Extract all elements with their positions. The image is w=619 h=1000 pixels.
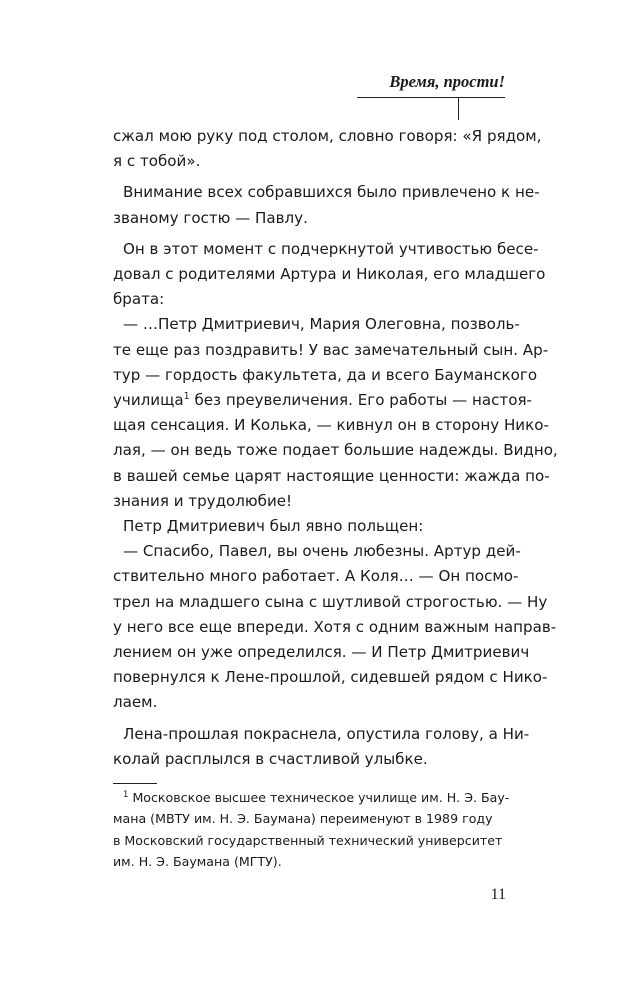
text-line: Внимание всех собравшихся было привлечено к не- <box>123 183 540 202</box>
text-line: сжал мою руку под столом, словно говоря: «Я рядом, <box>113 127 542 145</box>
text-line: колай расплылся в счастливой улыбке. <box>113 749 428 768</box>
running-head: Время, прости! <box>389 72 505 91</box>
text-line: повернулся к Лене-прошлой, сидевшей рядом с Нико- <box>113 668 548 687</box>
footnote-rule <box>113 783 157 784</box>
footnote-marker: 1 <box>123 790 129 800</box>
footnote-reference: 1 <box>183 391 190 403</box>
text-line: у него все еще впереди. Хотя с одним важным направ- <box>113 617 557 636</box>
text-fragment: без преувеличения. Его работы — настоя- <box>194 391 532 410</box>
header-rule <box>357 97 505 98</box>
text-line: Петр Дмитриевич был явно польщен: <box>123 517 424 536</box>
footnote-line: мана (МВТУ им. Н. Э. Баумана) переименуют в 1989 году <box>113 811 493 827</box>
page-number: 11 <box>490 886 506 903</box>
text-fragment: училища <box>113 391 184 410</box>
text-line-with-noteref <box>113 388 532 413</box>
text-line: брата: <box>113 290 165 309</box>
text-line: — …Петр Дмитриевич, Мария Олеговна, позволь- <box>123 315 520 334</box>
text-line: лением он уже определился. — И Петр Дмитриевич <box>113 643 530 662</box>
text-line: Он в этот момент с подчеркнутой учтивостью бесе- <box>123 239 539 258</box>
footnote <box>113 787 510 872</box>
text-line: Лена-прошлая покраснела, опустила голову, а Ни- <box>123 724 530 743</box>
text-line: лаем. <box>113 693 158 712</box>
text-line: тур — гордость факультета, да и всего Бауманского <box>113 365 538 384</box>
text-line: я с тобой». <box>113 152 201 171</box>
text-line: в вашей семье царят настоящие ценности: жажда по- <box>113 466 550 485</box>
footnote-line: им. Н. Э. Баумана (МГТУ). <box>113 853 282 869</box>
text-line: трел на младшего сына с шутливой строгостью. — Ну <box>113 592 548 611</box>
text-line: знания и трудолюбие! <box>113 491 293 510</box>
header-tick-mark <box>458 97 459 120</box>
text-line: — Спасибо, Павел, вы очень любезны. Артур дей- <box>123 542 521 561</box>
footnote-line: в Московский государственный технический университет <box>113 832 503 848</box>
body-text <box>113 124 558 772</box>
footnote-line <box>113 787 510 808</box>
text-line: щая сенсация. И Колька, — кивнул он в сторону Нико- <box>113 416 549 435</box>
text-line: те еще раз поздравить! У вас замечательный сын. Ар- <box>113 340 549 359</box>
text-line: лая, — он ведь тоже подает большие надежды. Видно, <box>113 441 558 460</box>
text-line: званому гостю — Павлу. <box>113 208 308 227</box>
text-fragment: Московское высшее техническое училище им. Н. Э. Бау- <box>132 790 510 805</box>
text-line: ствительно много работает. А Коля… — Он посмо- <box>113 567 519 586</box>
text-line: довал с родителями Артура и Николая, его младшего <box>113 265 546 284</box>
